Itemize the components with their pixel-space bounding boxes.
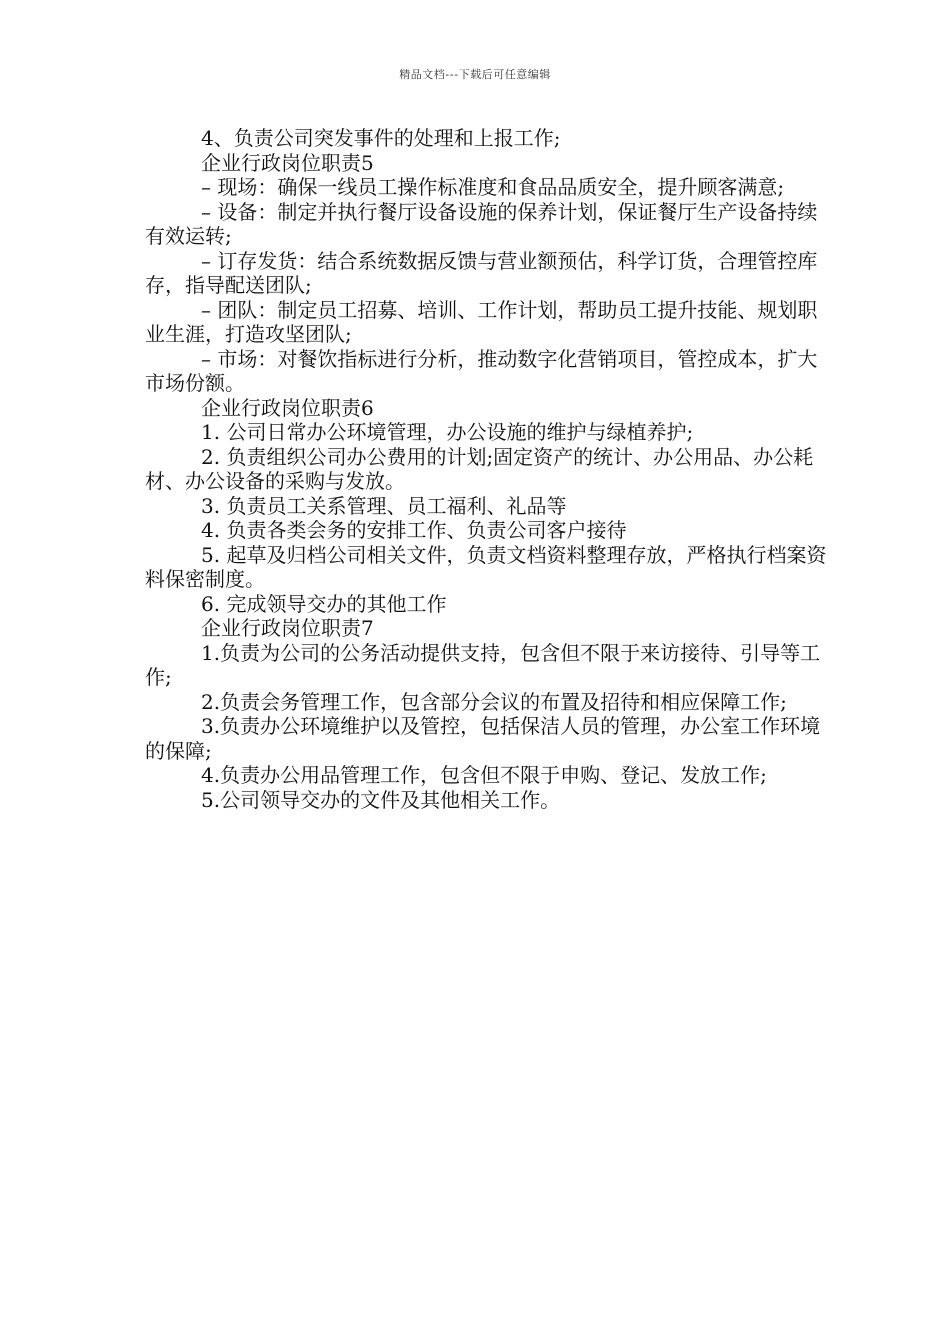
duty-item: 4、负责公司突发事件的处理和上报工作; [201,126,561,150]
duty-item: 6. 完成领导交办的其他工作 [201,591,447,616]
duty-item: – 订存发货：结合系统数据反馈与营业额预估，科学订货，合理管控库存，指导配送团队; [145,248,818,297]
section-heading: 企业行政岗位职责6 [201,395,374,420]
duty-item: – 市场：对餐饮指标进行分析，推动数字化营销项目，管控成本，扩大市场份额。 [145,346,818,395]
page-header: 精品文档---下载后可任意编辑 [399,68,551,81]
duty-item: 4.负责办公用品管理工作，包含但不限于申购、登记、发放工作; [201,763,767,787]
duty-item: 1. 公司日常办公环境管理，办公设施的维护与绿植养护; [201,420,694,444]
duty-item: – 团队：制定员工招募、培训、工作计划，帮助员工提升技能、规划职业生涯，打造攻坚团队; [145,297,818,346]
duty-item: 4. 负责各类会务的安排工作、负责公司客户接待 [201,518,627,542]
duty-item: 3. 负责员工关系管理、员工福利、礼品等 [201,493,567,518]
duty-item: 5.公司领导交办的文件及其他相关工作。 [201,787,561,812]
duty-item: 2.负责会务管理工作，包含部分会议的布置及招待和相应保障工作; [201,689,787,714]
duty-item: – 现场：确保一线员工操作标准度和食品品质安全，提升顾客满意; [201,175,785,199]
duty-item: 1.负责为公司的公务活动提供支持，包含但不限于来访接待、引导等工作; [145,640,821,689]
section-heading: 企业行政岗位职责5 [201,150,374,175]
duty-item: 2. 负责组织公司办公费用的计划;固定资产的统计、办公用品、办公耗材、办公设备的采购与发放。 [145,444,814,493]
duty-item: 3.负责办公环境维护以及管控，包括保洁人员的管理，办公室工作环境的保障; [145,714,821,763]
duty-item: – 设备：制定并执行餐厅设备设施的保养计划，保证餐厅生产设备持续有效运转; [145,199,818,248]
section-heading: 企业行政岗位职责7 [201,616,374,640]
document-body [145,126,830,812]
duty-item: 5. 起草及归档公司相关文件，负责文档资料整理存放，严格执行档案资料保密制度。 [145,542,827,591]
